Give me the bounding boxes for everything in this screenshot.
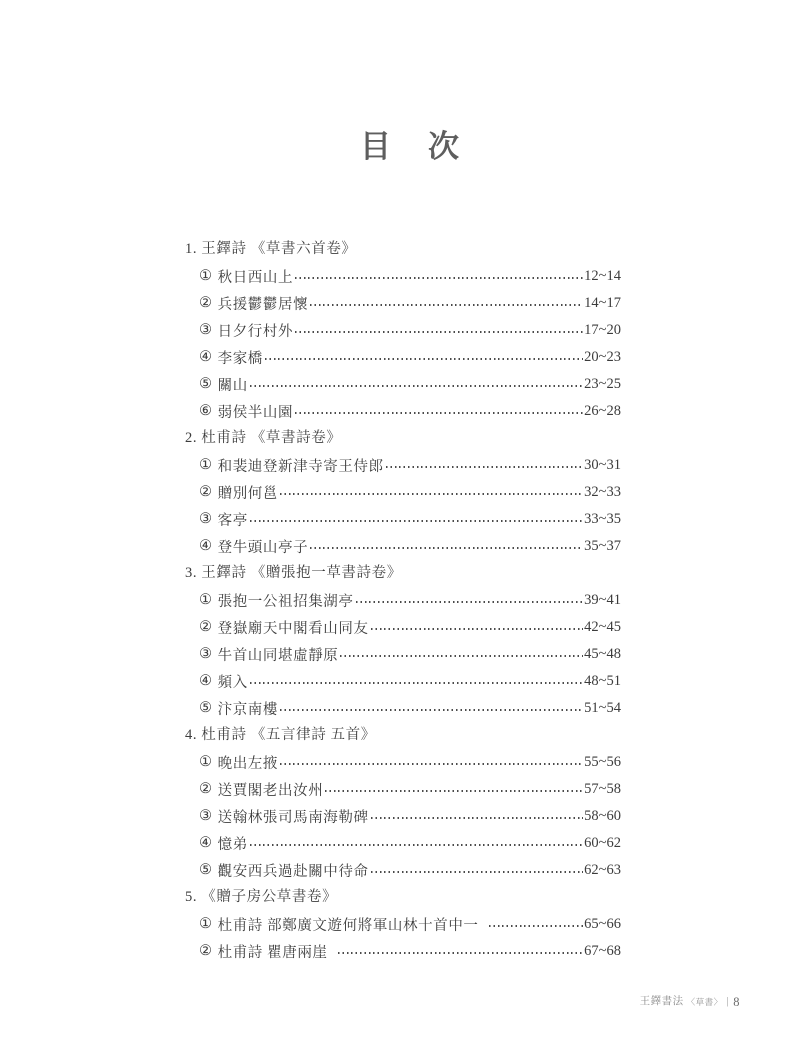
page-title: 目 次 xyxy=(360,129,462,164)
toc-item-title: 登牛頭山亭子 xyxy=(217,540,309,556)
toc-item xyxy=(185,533,621,560)
toc-item-number: ③ xyxy=(199,646,213,662)
dot-leader xyxy=(338,952,584,954)
toc-item-pages: 62~63 xyxy=(584,862,621,878)
page-footer xyxy=(640,994,740,1010)
toc-item-title: 頻入 xyxy=(217,675,248,691)
toc-item-number: ① xyxy=(199,916,213,932)
toc-item-title: 杜甫詩 部鄭廣文遊何將軍山林十首中一 xyxy=(217,918,479,934)
toc-item xyxy=(185,317,621,344)
toc-item-number: ④ xyxy=(199,835,213,851)
toc-item xyxy=(185,695,621,722)
toc-section-heading: 5. 《贈子房公草書卷》 xyxy=(185,889,338,905)
toc-item-pages: 67~68 xyxy=(584,943,621,959)
toc-item-number: ③ xyxy=(199,511,213,527)
toc-item-title: 牛首山同堪虛靜原 xyxy=(217,648,339,664)
toc-item-title: 日夕行村外 xyxy=(217,324,294,340)
toc-item-pages: 20~23 xyxy=(584,349,621,365)
dot-leader xyxy=(310,547,583,549)
table-of-contents xyxy=(185,236,621,965)
toc-item-title: 晚出左掖 xyxy=(217,756,279,772)
toc-item-number: ③ xyxy=(199,322,213,338)
toc-item xyxy=(185,830,621,857)
dot-leader xyxy=(371,817,584,819)
toc-item-title: 憶弟 xyxy=(217,837,248,853)
toc-item-pages: 45~48 xyxy=(584,646,621,662)
toc-item xyxy=(185,911,621,938)
toc-item-title: 李家橋 xyxy=(217,351,263,367)
toc-item-pages: 23~25 xyxy=(584,376,621,392)
toc-section-heading: 1. 王鐸詩 《草書六首卷》 xyxy=(185,241,357,257)
toc-item xyxy=(185,506,621,533)
toc-item-number: ① xyxy=(199,754,213,770)
dot-leader xyxy=(386,466,583,468)
toc-item-title: 杜甫詩 瞿唐兩崖 xyxy=(217,945,328,961)
toc-item-pages: 33~35 xyxy=(584,511,621,527)
toc-item xyxy=(185,776,621,803)
toc-item xyxy=(185,452,621,479)
toc-item-pages: 14~17 xyxy=(584,295,621,311)
toc-item xyxy=(185,479,621,506)
toc-item-title: 和裴迪登新津寺寄王侍郎 xyxy=(217,459,384,475)
toc-item xyxy=(185,614,621,641)
dot-leader xyxy=(325,790,583,792)
toc-item-number: ④ xyxy=(199,673,213,689)
dot-leader xyxy=(371,628,584,630)
toc-item-number: ② xyxy=(199,781,213,797)
toc-item-number: ① xyxy=(199,457,213,473)
toc-item xyxy=(185,263,621,290)
toc-item-number: ⑤ xyxy=(199,700,213,716)
toc-item-number: ⑤ xyxy=(199,376,213,392)
toc-item-number: ② xyxy=(199,943,213,959)
toc-item-number: ② xyxy=(199,295,213,311)
footer-book-title: 王鐸書法 xyxy=(639,996,684,1007)
toc-item-title: 客亭 xyxy=(217,513,248,529)
toc-item-pages: 58~60 xyxy=(584,808,621,824)
toc-item-pages: 55~56 xyxy=(584,754,621,770)
toc-item-number: ⑥ xyxy=(199,403,213,419)
dot-leader xyxy=(295,331,583,333)
toc-item-pages: 48~51 xyxy=(584,673,621,689)
toc-item-pages: 42~45 xyxy=(584,619,621,635)
toc-item-pages: 32~33 xyxy=(584,484,621,500)
toc-item-number: ② xyxy=(199,619,213,635)
page-number: 8 xyxy=(733,995,740,1009)
footer-volume-label: 〈草書〉 xyxy=(686,997,723,1007)
toc-item-title: 贈別何邕 xyxy=(217,486,279,502)
toc-item xyxy=(185,641,621,668)
footer-separator: | xyxy=(726,996,730,1007)
toc-item-number: ③ xyxy=(199,808,213,824)
toc-item xyxy=(185,857,621,884)
dot-leader xyxy=(356,601,584,603)
toc-item-pages: 35~37 xyxy=(584,538,621,554)
toc-item-number: ⑤ xyxy=(199,862,213,878)
dot-leader xyxy=(489,925,584,927)
toc-item-pages: 26~28 xyxy=(584,403,621,419)
dot-leader xyxy=(295,412,583,414)
toc-item-pages: 51~54 xyxy=(584,700,621,716)
toc-item xyxy=(185,398,621,425)
toc-item xyxy=(185,290,621,317)
toc-item-number: ② xyxy=(199,484,213,500)
toc-item xyxy=(185,371,621,398)
toc-section-heading: 4. 杜甫詩 《五言律詩 五首》 xyxy=(185,727,376,743)
toc-item-pages: 60~62 xyxy=(584,835,621,851)
toc-item xyxy=(185,749,621,776)
toc-item-title: 張抱一公祖招集湖亭 xyxy=(217,594,354,610)
toc-item-title: 弱侯半山園 xyxy=(217,405,294,421)
toc-item-title: 兵援鬱鬱居懷 xyxy=(217,297,309,313)
toc-item-pages: 30~31 xyxy=(584,457,621,473)
dot-leader xyxy=(280,709,583,711)
toc-item-title: 登嶽廟天中閣看山同友 xyxy=(217,621,369,637)
toc-item-title: 觀安西兵過赴關中待命 xyxy=(217,864,369,880)
dot-leader xyxy=(310,304,583,306)
dot-leader xyxy=(265,358,583,360)
toc-item xyxy=(185,803,621,830)
toc-item xyxy=(185,344,621,371)
toc-item-number: ① xyxy=(199,268,213,284)
toc-item-title: 送翰林張司馬南海勒碑 xyxy=(217,810,369,826)
dot-leader xyxy=(280,763,583,765)
dot-leader xyxy=(250,385,583,387)
toc-item-pages: 12~14 xyxy=(584,268,621,284)
toc-item-pages: 39~41 xyxy=(584,592,621,608)
toc-item xyxy=(185,938,621,965)
toc-item-title: 關山 xyxy=(217,378,248,394)
toc-item-number: ④ xyxy=(199,349,213,365)
dot-leader xyxy=(280,493,583,495)
toc-item-number: ④ xyxy=(199,538,213,554)
toc-item-title: 汴京南樓 xyxy=(217,702,279,718)
dot-leader xyxy=(250,844,583,846)
toc-item-title: 秋日西山上 xyxy=(217,270,294,286)
dot-leader xyxy=(295,277,583,279)
toc-item-number: ① xyxy=(199,592,213,608)
dot-leader xyxy=(340,655,583,657)
toc-section-heading: 3. 王鐸詩 《贈張抱一草書詩卷》 xyxy=(185,565,402,581)
dot-leader xyxy=(250,520,583,522)
toc-item-pages: 57~58 xyxy=(584,781,621,797)
toc-item-pages: 17~20 xyxy=(584,322,621,338)
toc-item xyxy=(185,668,621,695)
dot-leader xyxy=(371,871,584,873)
toc-item-title: 送賈閣老出汝州 xyxy=(217,783,324,799)
toc-section-heading: 2. 杜甫詩 《草書詩卷》 xyxy=(185,430,342,446)
toc-item-pages: 65~66 xyxy=(584,916,621,932)
toc-item xyxy=(185,587,621,614)
dot-leader xyxy=(250,682,583,684)
